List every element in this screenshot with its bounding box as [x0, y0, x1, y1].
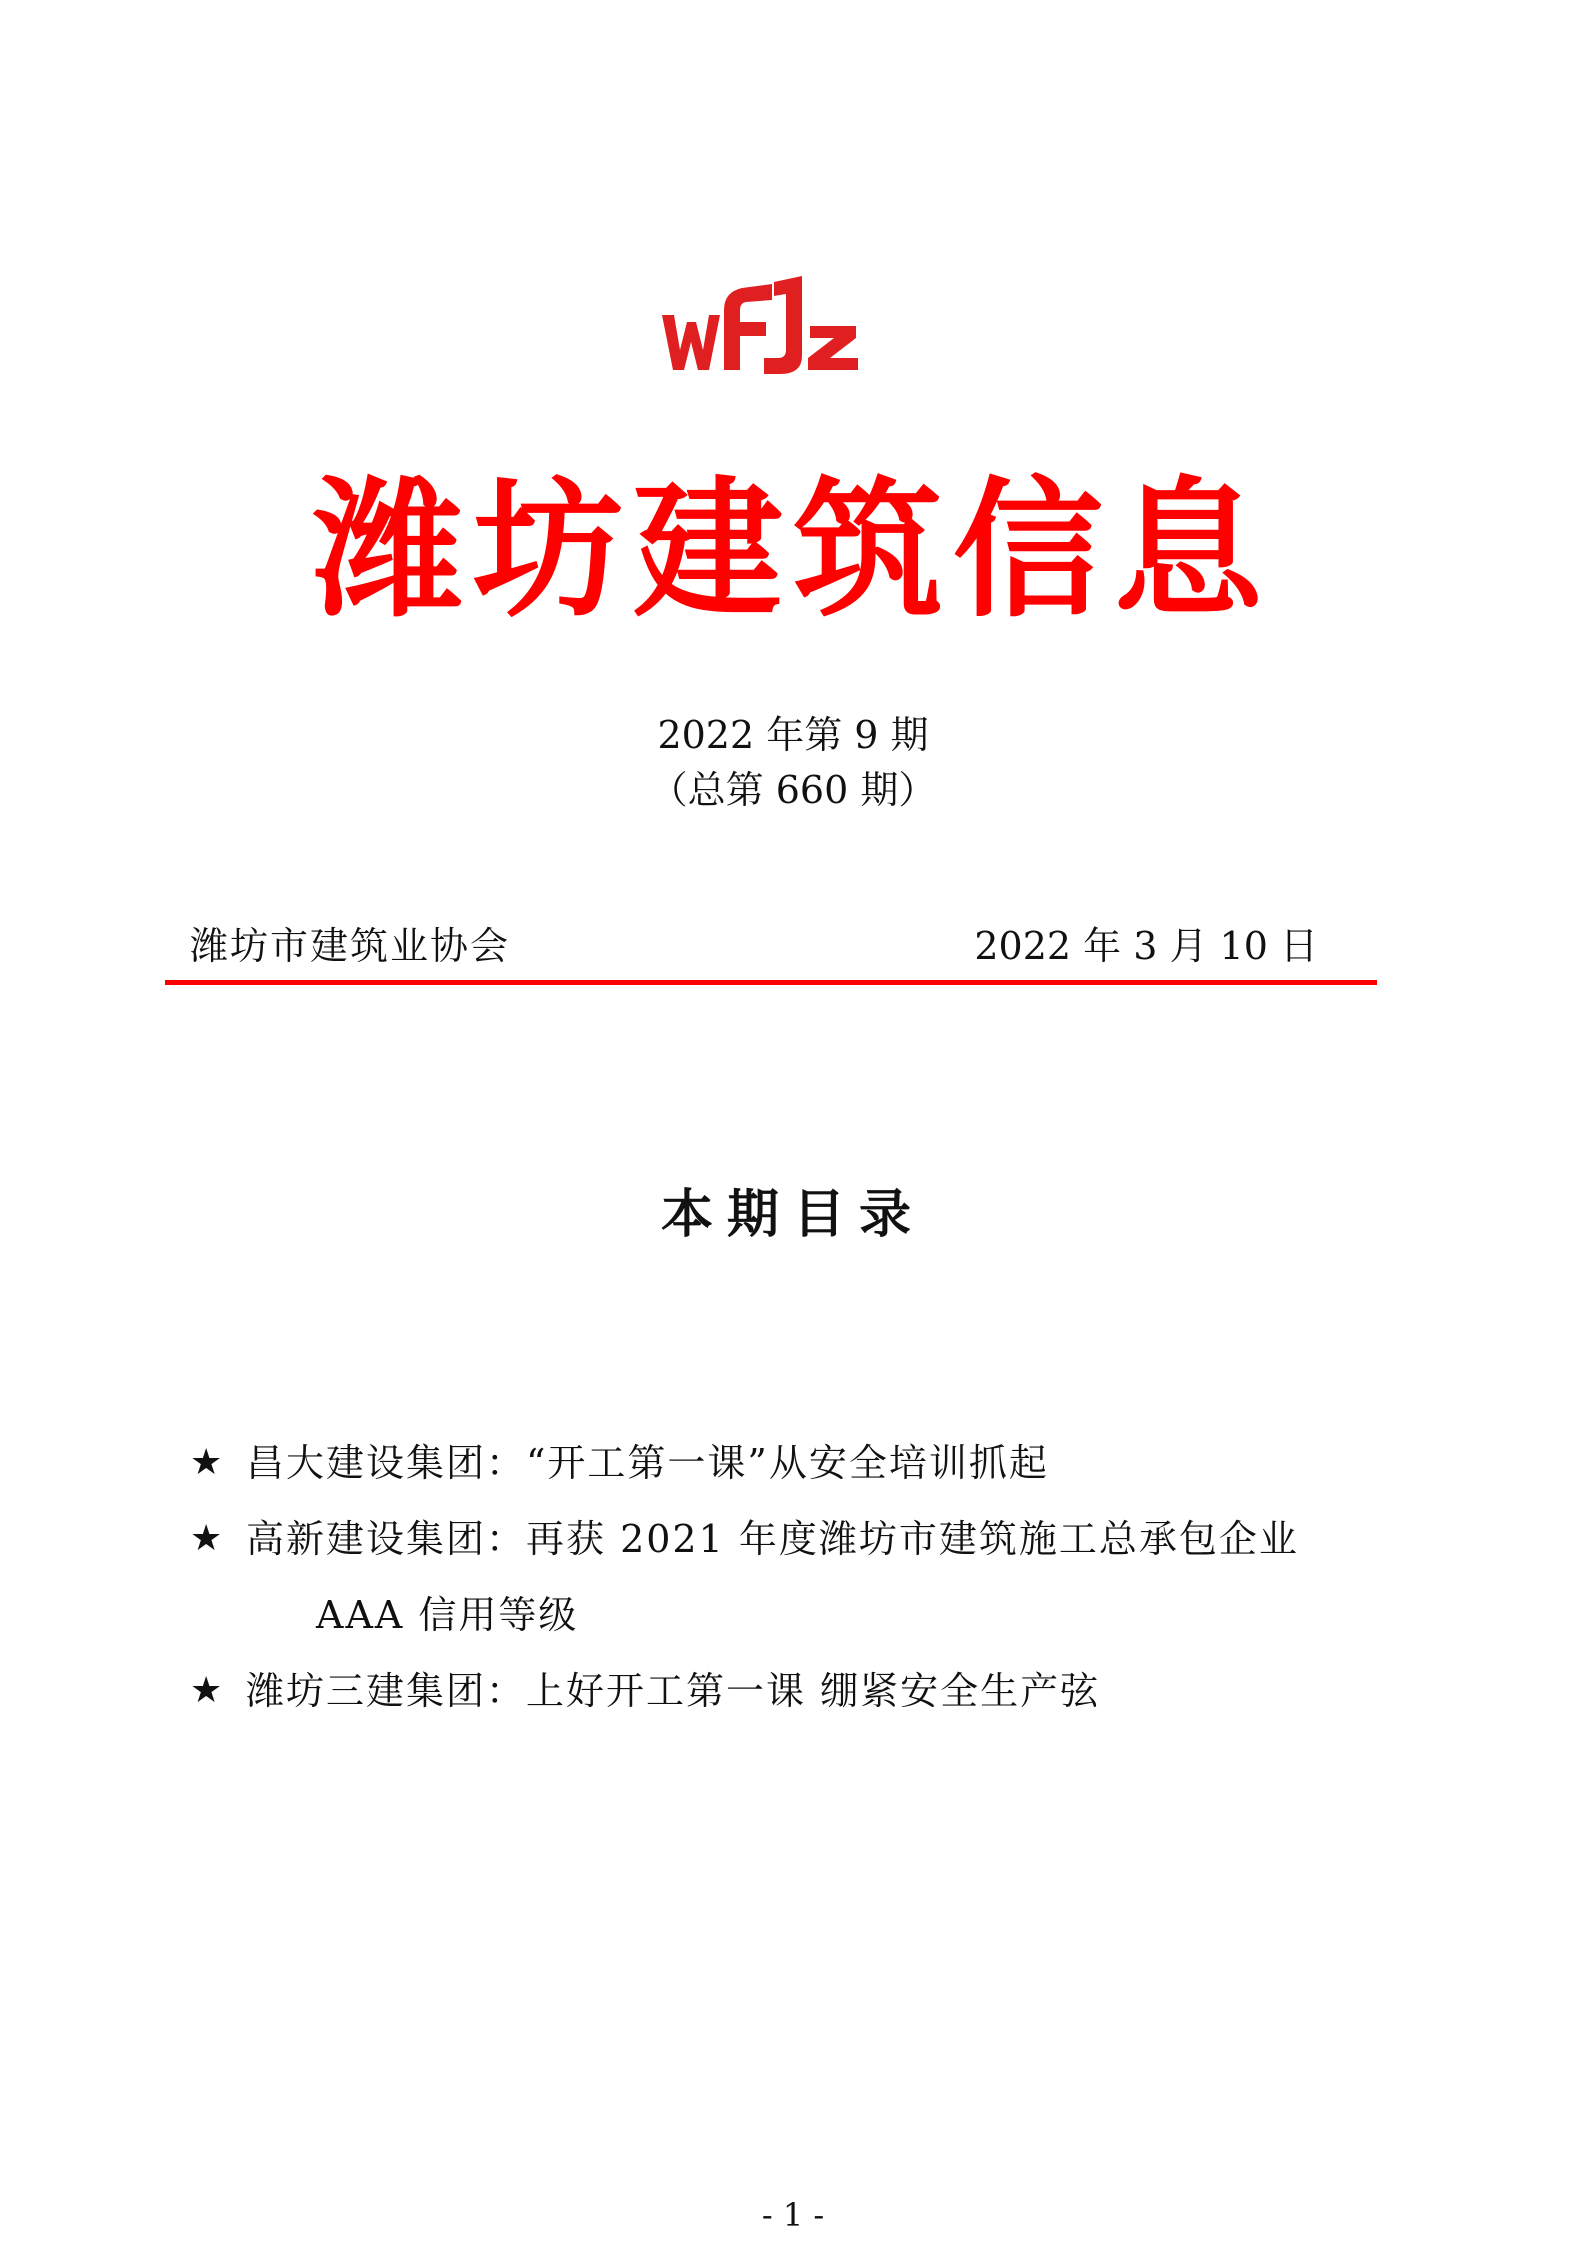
- star-icon: ★: [190, 1670, 225, 1711]
- toc-item-text: 潍坊三建集团：上好开工第一课 绷紧安全生产弦: [246, 1669, 1101, 1713]
- toc-item-text: 昌大建设集团：“开工第一课”从安全培训抓起: [246, 1441, 1049, 1485]
- masthead-title: 潍坊建筑信息: [312, 462, 1273, 638]
- star-icon: ★: [190, 1518, 225, 1559]
- toc-item[interactable]: [190, 1425, 1430, 1501]
- toc-list: [190, 1425, 1430, 1729]
- toc-item[interactable]: [190, 1653, 1430, 1729]
- publication-header: [190, 918, 1318, 974]
- toc-item-text: 高新建设集团：再获 2021 年度潍坊市建筑施工总承包企业: [246, 1517, 1299, 1561]
- toc-item[interactable]: [190, 1501, 1430, 1653]
- issue-number: 2022 年第 9 期: [657, 713, 929, 757]
- toc-item-text-continued: AAA 信用等级: [316, 1593, 579, 1637]
- issue-total-number: （总第 660 期）: [649, 768, 937, 812]
- publication-date: 2022 年 3 月 10 日: [974, 924, 1318, 968]
- page-number: - 1 -: [761, 2196, 825, 2234]
- wfjz-logo: [660, 270, 860, 380]
- toc-title: 本期目录: [660, 1184, 925, 1245]
- publisher-name: 潍坊市建筑业协会: [190, 924, 511, 968]
- star-icon: ★: [190, 1442, 225, 1483]
- red-divider: [165, 980, 1377, 985]
